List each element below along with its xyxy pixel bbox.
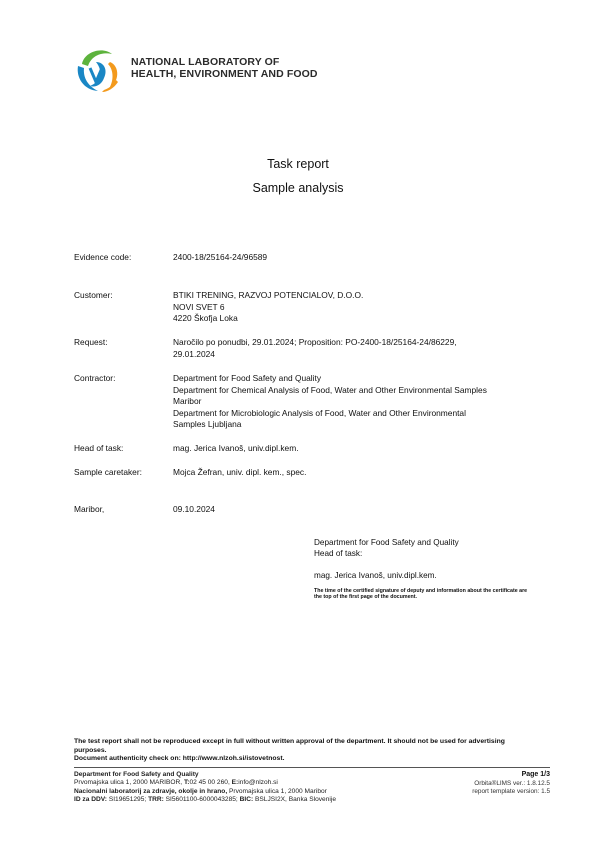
footer-address [74, 779, 336, 787]
request-label: Request: [74, 337, 108, 347]
disclaimer [74, 738, 514, 764]
footer-ddv: SI19651295; [106, 796, 149, 804]
footer-phone-label: T: [183, 779, 190, 787]
head-of-task-label: Head of task: [74, 443, 124, 453]
logo-leaf-top [82, 50, 112, 66]
signature-note [314, 588, 544, 601]
customer-value [173, 290, 518, 325]
request-line: 29.01.2024 [173, 348, 215, 359]
footer-ids [74, 796, 336, 804]
sample-caretaker-value: Mojca Žefran, univ. dipl. kem., spec. [173, 467, 307, 477]
contractor-line: Department for Chemical Analysis of Food, Water and Other Environmental Samples [173, 384, 487, 395]
signature-name: mag. Jerica Ivanoš, univ.dipl.kem. [314, 571, 437, 580]
request-line: Naročilo po ponudbi, 29.01.2024; Proposition: PO-2400-18/25164-24/86229, [173, 337, 457, 347]
signature-role: Head of task: [314, 548, 363, 558]
customer-line: 4220 Škofja Loka [173, 313, 238, 323]
disclaimer-line: purposes. [74, 746, 107, 754]
head-of-task-value: mag. Jerica Ivanoš, univ.dipl.kem. [173, 443, 299, 453]
evidence-code-label: Evidence code: [74, 252, 132, 262]
signature-department: Department for Food Safety and Quality [314, 538, 459, 547]
signature-note-line: The time of the certified signature of deputy and information about the certificate are [314, 588, 528, 594]
footer-address-text: Prvomajska ulica 1, 2000 MARIBOR, [74, 779, 184, 787]
footer-email: info@nlzoh.si [238, 779, 278, 787]
signature-note-line: the top of the first page of the document. [314, 594, 417, 601]
contractor-line: Department for Food Safety and Quality [173, 373, 322, 383]
place-label: Maribor, [74, 504, 105, 514]
footer-ddv-label: ID za DDV: [74, 796, 107, 804]
contractor-label: Contractor: [74, 373, 116, 383]
request-value [173, 337, 518, 360]
customer-label: Customer: [74, 290, 113, 300]
footer-institution-name: Nacionalni laboratorij za zdravje, okolje in hrano, [74, 787, 228, 795]
contractor-line: Department for Microbiologic Analysis of Food, Water and Other Environmental [173, 407, 466, 418]
signature-block [314, 538, 459, 559]
template-version: report template version: 1.5 [472, 788, 550, 795]
footer-institution [74, 788, 336, 796]
footer-bic-label: BIC: [239, 796, 254, 804]
customer-line: NOVI SVET 6 [173, 301, 225, 312]
contractor-value [173, 373, 518, 431]
evidence-code-value: 2400-18/25164-24/96589 [173, 252, 268, 262]
contractor-line: Samples Ljubljana [173, 419, 242, 429]
org-line-2: HEALTH, ENVIRONMENT AND FOOD [131, 68, 318, 80]
document-subtitle: Sample analysis [252, 181, 344, 195]
footer-right [472, 771, 550, 797]
customer-line: BTIKI TRENING, RAZVOJ POTENCIALOV, D.O.O. [173, 290, 364, 300]
footer-phone: 02 45 00 260, [189, 779, 232, 787]
footer-trr-label: TRR: [148, 796, 164, 804]
document-title: Task report [267, 157, 329, 171]
page-number: Page 1/3 [521, 771, 550, 778]
lab-logo [74, 44, 126, 94]
footer-divider [74, 767, 550, 768]
sample-caretaker-label: Sample caretaker: [74, 467, 142, 477]
footer-department: Department for Food Safety and Quality [74, 771, 199, 778]
footer-email-label: E: [231, 779, 239, 787]
footer-left [74, 771, 336, 805]
report-date: 09.10.2024 [173, 504, 215, 514]
authenticity-check-line: Document authenticity check on: http://www.nlzoh.si/istovetnost. [74, 755, 285, 762]
footer-trr: SI5601100-6000043285; [163, 796, 240, 804]
disclaimer-line: The test report shall not be reproduced except in full without written approval of the department. It should not be used for advertising [74, 738, 505, 745]
lims-version: Orbita®LIMS ver.: 1.8.12.5 [474, 779, 550, 787]
contractor-line: Maribor [173, 396, 202, 406]
organization-name [131, 56, 318, 80]
org-line-1: NATIONAL LABORATORY OF [131, 56, 280, 68]
footer-institution-address: Prvomajska ulica 1, 2000 Maribor [227, 787, 327, 795]
logo-arc-bottom [102, 80, 118, 92]
footer-bic: BSLJSI2X, Banka Slovenije [253, 796, 336, 804]
